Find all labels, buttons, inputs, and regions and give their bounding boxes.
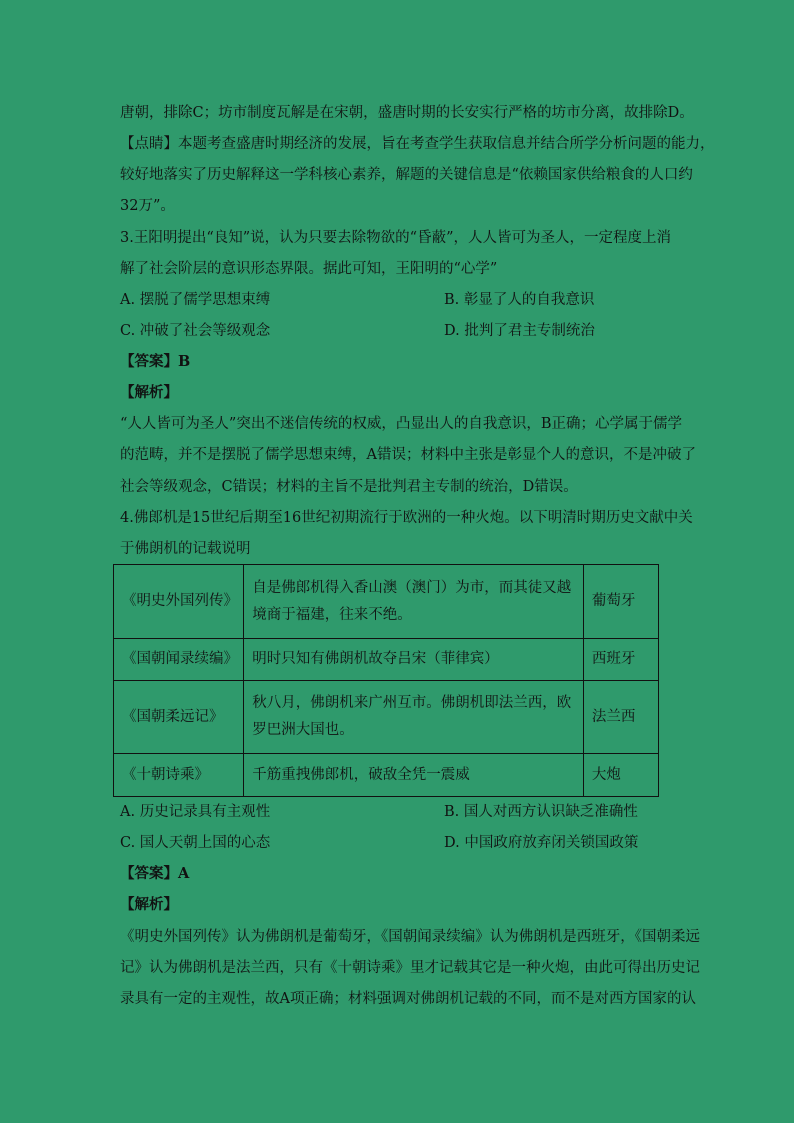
question-3-answer: 【答案】B xyxy=(120,353,191,370)
question-3-stem: 3.王阳明提出“良知”说，认为只要去除物欲的“昏蔽”，人人皆可为圣人，一定程度上消 xyxy=(120,230,671,246)
records-table xyxy=(113,564,659,797)
table-cell-identity: 葡萄牙 xyxy=(583,565,658,639)
table-cell-text: 自是佛郎机得入香山澳（澳门）为市，而其徒又越境商于福建，往来不绝。 xyxy=(244,565,584,639)
question-4-option-c: C. 国人天朝上国的心态 xyxy=(120,835,271,851)
table-cell-source: 《国朝闻录续编》 xyxy=(114,639,244,681)
question-4-analysis: 录具有一定的主观性，故A项正确；材料强调对佛朗机记载的不同，而不是对西方国家的认 xyxy=(120,991,696,1007)
table-cell-source: 《国朝柔远记》 xyxy=(114,681,244,754)
question-3-analysis-label: 【解析】 xyxy=(120,384,178,401)
table-cell-text: 秋八月，佛朗机来广州互市。佛朗机即法兰西，欧罗巴洲大国也。 xyxy=(244,681,584,754)
question-4-option-b: B. 国人对西方认识缺乏准确性 xyxy=(444,804,638,820)
table-cell-identity: 大炮 xyxy=(583,754,658,797)
question-4-analysis: 《明史外国列传》认为佛朗机是葡萄牙，《国朝闻录续编》认为佛朗机是西班牙，《国朝柔远 xyxy=(120,929,700,945)
question-3-option-c: C. 冲破了社会等级观念 xyxy=(120,323,271,339)
question-4-answer: 【答案】A xyxy=(120,865,190,882)
table-row xyxy=(114,639,659,681)
question-3-option-b: B. 彰显了人的自我意识 xyxy=(444,292,595,308)
question-4-analysis-label: 【解析】 xyxy=(120,896,178,913)
question-4-option-d: D. 中国政府放弃闭关锁国政策 xyxy=(444,835,639,851)
text-line: 唐朝，排除C；坊市制度瓦解是在宋朝，盛唐时期的长安实行严格的坊市分离，故排除D。 xyxy=(120,105,694,121)
table-cell-identity: 西班牙 xyxy=(583,639,658,681)
table-row xyxy=(114,565,659,639)
table-cell-text: 明时只知有佛朗机故夺吕宋（菲律宾） xyxy=(244,639,584,681)
question-4-option-a: A. 历史记录具有主观性 xyxy=(120,804,271,820)
question-4-stem: 于佛朗机的记载说明 xyxy=(120,541,251,557)
question-4-analysis: 记》认为佛朗机是法兰西，只有《十朝诗乘》里才记载其它是一种火炮，由此可得出历史记 xyxy=(120,960,700,976)
table-row xyxy=(114,754,659,797)
question-3-option-a: A. 摆脱了儒学思想束缚 xyxy=(120,292,271,308)
question-3-analysis: “人人皆可为圣人”突出不迷信传统的权威，凸显出人的自我意识，B正确；心学属于儒学 xyxy=(120,416,682,432)
question-3-analysis: 的范畴，并不是摆脱了儒学思想束缚，A错误；材料中主张是彰显个人的意识，不是冲破了 xyxy=(120,447,696,463)
table-cell-source: 《明史外国列传》 xyxy=(114,565,244,639)
table-row xyxy=(114,681,659,754)
commentary-line: 【点睛】本题考查盛唐时期经济的发展，旨在考查学生获取信息并结合所学分析问题的能力， xyxy=(120,136,715,152)
question-3-stem: 解了社会阶层的意识形态界限。据此可知，王阳明的“心学” xyxy=(120,261,498,277)
table-cell-source: 《十朝诗乘》 xyxy=(114,754,244,797)
table-cell-identity: 法兰西 xyxy=(583,681,658,754)
question-3-option-d: D. 批判了君主专制统治 xyxy=(444,323,595,339)
commentary-line: 32万”。 xyxy=(120,198,175,214)
question-3-analysis: 社会等级观念，C错误；材料的主旨不是批判君主专制的统治，D错误。 xyxy=(120,479,578,495)
question-4-stem: 4.佛郎机是15世纪后期至16世纪初期流行于欧洲的一种火炮。以下明清时期历史文献中关 xyxy=(120,510,693,526)
commentary-line: 较好地落实了历史解释这一学科核心素养，解题的关键信息是“依赖国家供给粮食的人口约 xyxy=(120,167,693,183)
table-cell-text: 千筋重拽佛郎机，破敌全凭一震威 xyxy=(244,754,584,797)
